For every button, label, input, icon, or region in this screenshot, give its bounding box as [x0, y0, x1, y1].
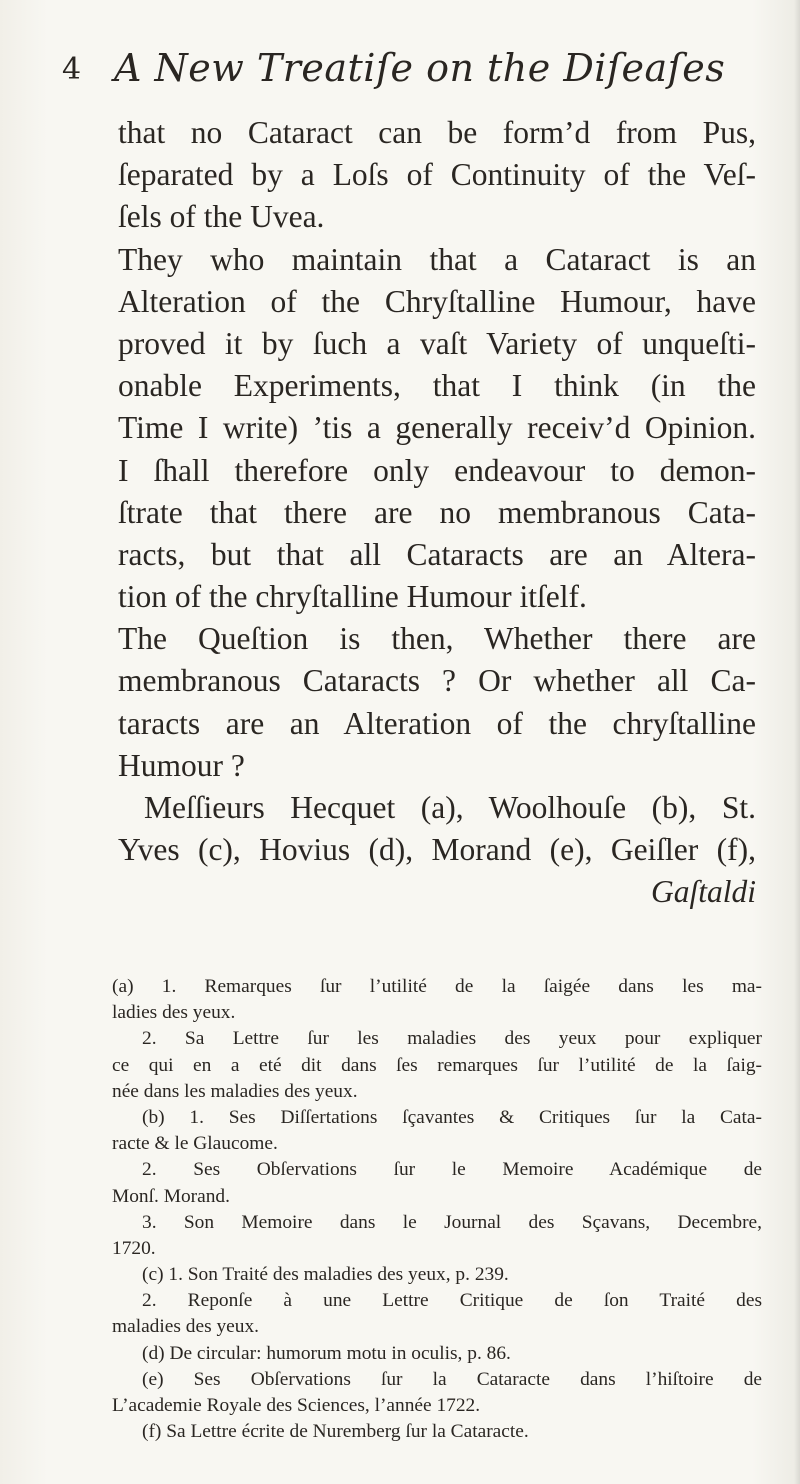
footnote-line: L’academie Royale des Sciences, l’année 1722. [112, 1395, 481, 1416]
footnote-line: 1720. [112, 1237, 156, 1259]
footnote-line: racte & le Glaucome. [112, 1133, 278, 1155]
footnote-line: (d) De circular: humorum motu in oculis, p. 86. [142, 1342, 511, 1364]
text-line: ſels of the Uvea. [118, 199, 325, 235]
footnote-line: Monſ. Morand. [112, 1185, 230, 1207]
text-line: I ſhall therefore only endeavour to demon- [118, 452, 756, 488]
running-title: A New Treatiſe on the Diſeaſes [114, 46, 726, 90]
footnote-line: 3. Son Memoire dans le Journal des Sçavans, Decembre, [142, 1211, 762, 1233]
text-line: proved it by ſuch a vaſt Variety of unqueſti- [118, 325, 756, 361]
text-line: Alteration of the Chryſtalline Humour, have [118, 283, 756, 319]
page-header [58, 40, 748, 100]
text-line: onable Experiments, that I think (in the [118, 368, 756, 404]
footnote-line: (c) 1. Son Traité des maladies des yeux, p. 239. [142, 1264, 509, 1286]
footnote-line: maladies des yeux. [112, 1316, 260, 1338]
text-line: Humour ? [118, 747, 245, 783]
footnote-line: née dans les maladies des yeux. [112, 1080, 358, 1102]
footnote-line: (a) 1. Remarques ſur l’utilité de la ſaigée dans les ma- [112, 976, 762, 997]
footnote-line: 2. Sa Lettre ſur les maladies des yeux pour expliquer [142, 1028, 762, 1050]
text-line: membranous Cataracts ? Or whether all Ca- [118, 663, 756, 699]
text-line: tion of the chryſtalline Humour itſelf. [118, 579, 587, 615]
page-edge-shadow [794, 0, 800, 1484]
footnote-line: ce qui en a eté dit dans ſes remarques ſur l’utilité de la ſaig- [112, 1054, 762, 1076]
page-number: 4 [62, 52, 82, 87]
main-text [118, 112, 756, 914]
text-line: Meſſieurs Hecquet (a), Woolhouſe (b), St. [144, 790, 756, 825]
text-line: taracts are an Alteration of the chryſtalline [118, 705, 756, 741]
catchword: Gaſtaldi [650, 874, 756, 910]
footnote-line: 2. Reponſe à une Lettre Critique de ſon Traité des [142, 1290, 762, 1312]
footnote-line: (b) 1. Ses Diſſertations ſçavantes & Critiques ſur la Cata- [142, 1106, 762, 1128]
text-line: that no Cataract can be form’d from Pus, [118, 115, 756, 150]
text-line: They who maintain that a Cataract is an [118, 241, 756, 277]
footnote-line: (e) Ses Obſervations ſur la Cataracte dans l’hiſtoire de [142, 1368, 762, 1390]
footnotes [112, 974, 762, 1445]
text-line: ſtrate that there are no membranous Cata- [118, 494, 756, 530]
text-line: The Queſtion is then, Whether there are [118, 621, 756, 657]
footnote-line: (f) Sa Lettre écrite de Nuremberg ſur la Cataracte. [142, 1421, 529, 1443]
text-line: Time I write) ’tis a generally receiv’d Opinion. [118, 410, 756, 446]
footnote-line: 2. Ses Obſervations ſur le Memoire Académique de [142, 1159, 762, 1181]
text-line: racts, but that all Cataracts are an Altera- [118, 536, 756, 572]
text-line: ſeparated by a Loſs of Continuity of the Veſ- [118, 157, 756, 193]
footnote-line: ladies des yeux. [112, 1002, 236, 1024]
text-line: Yves (c), Hovius (d), Morand (e), Geiſler (f), [118, 832, 756, 868]
